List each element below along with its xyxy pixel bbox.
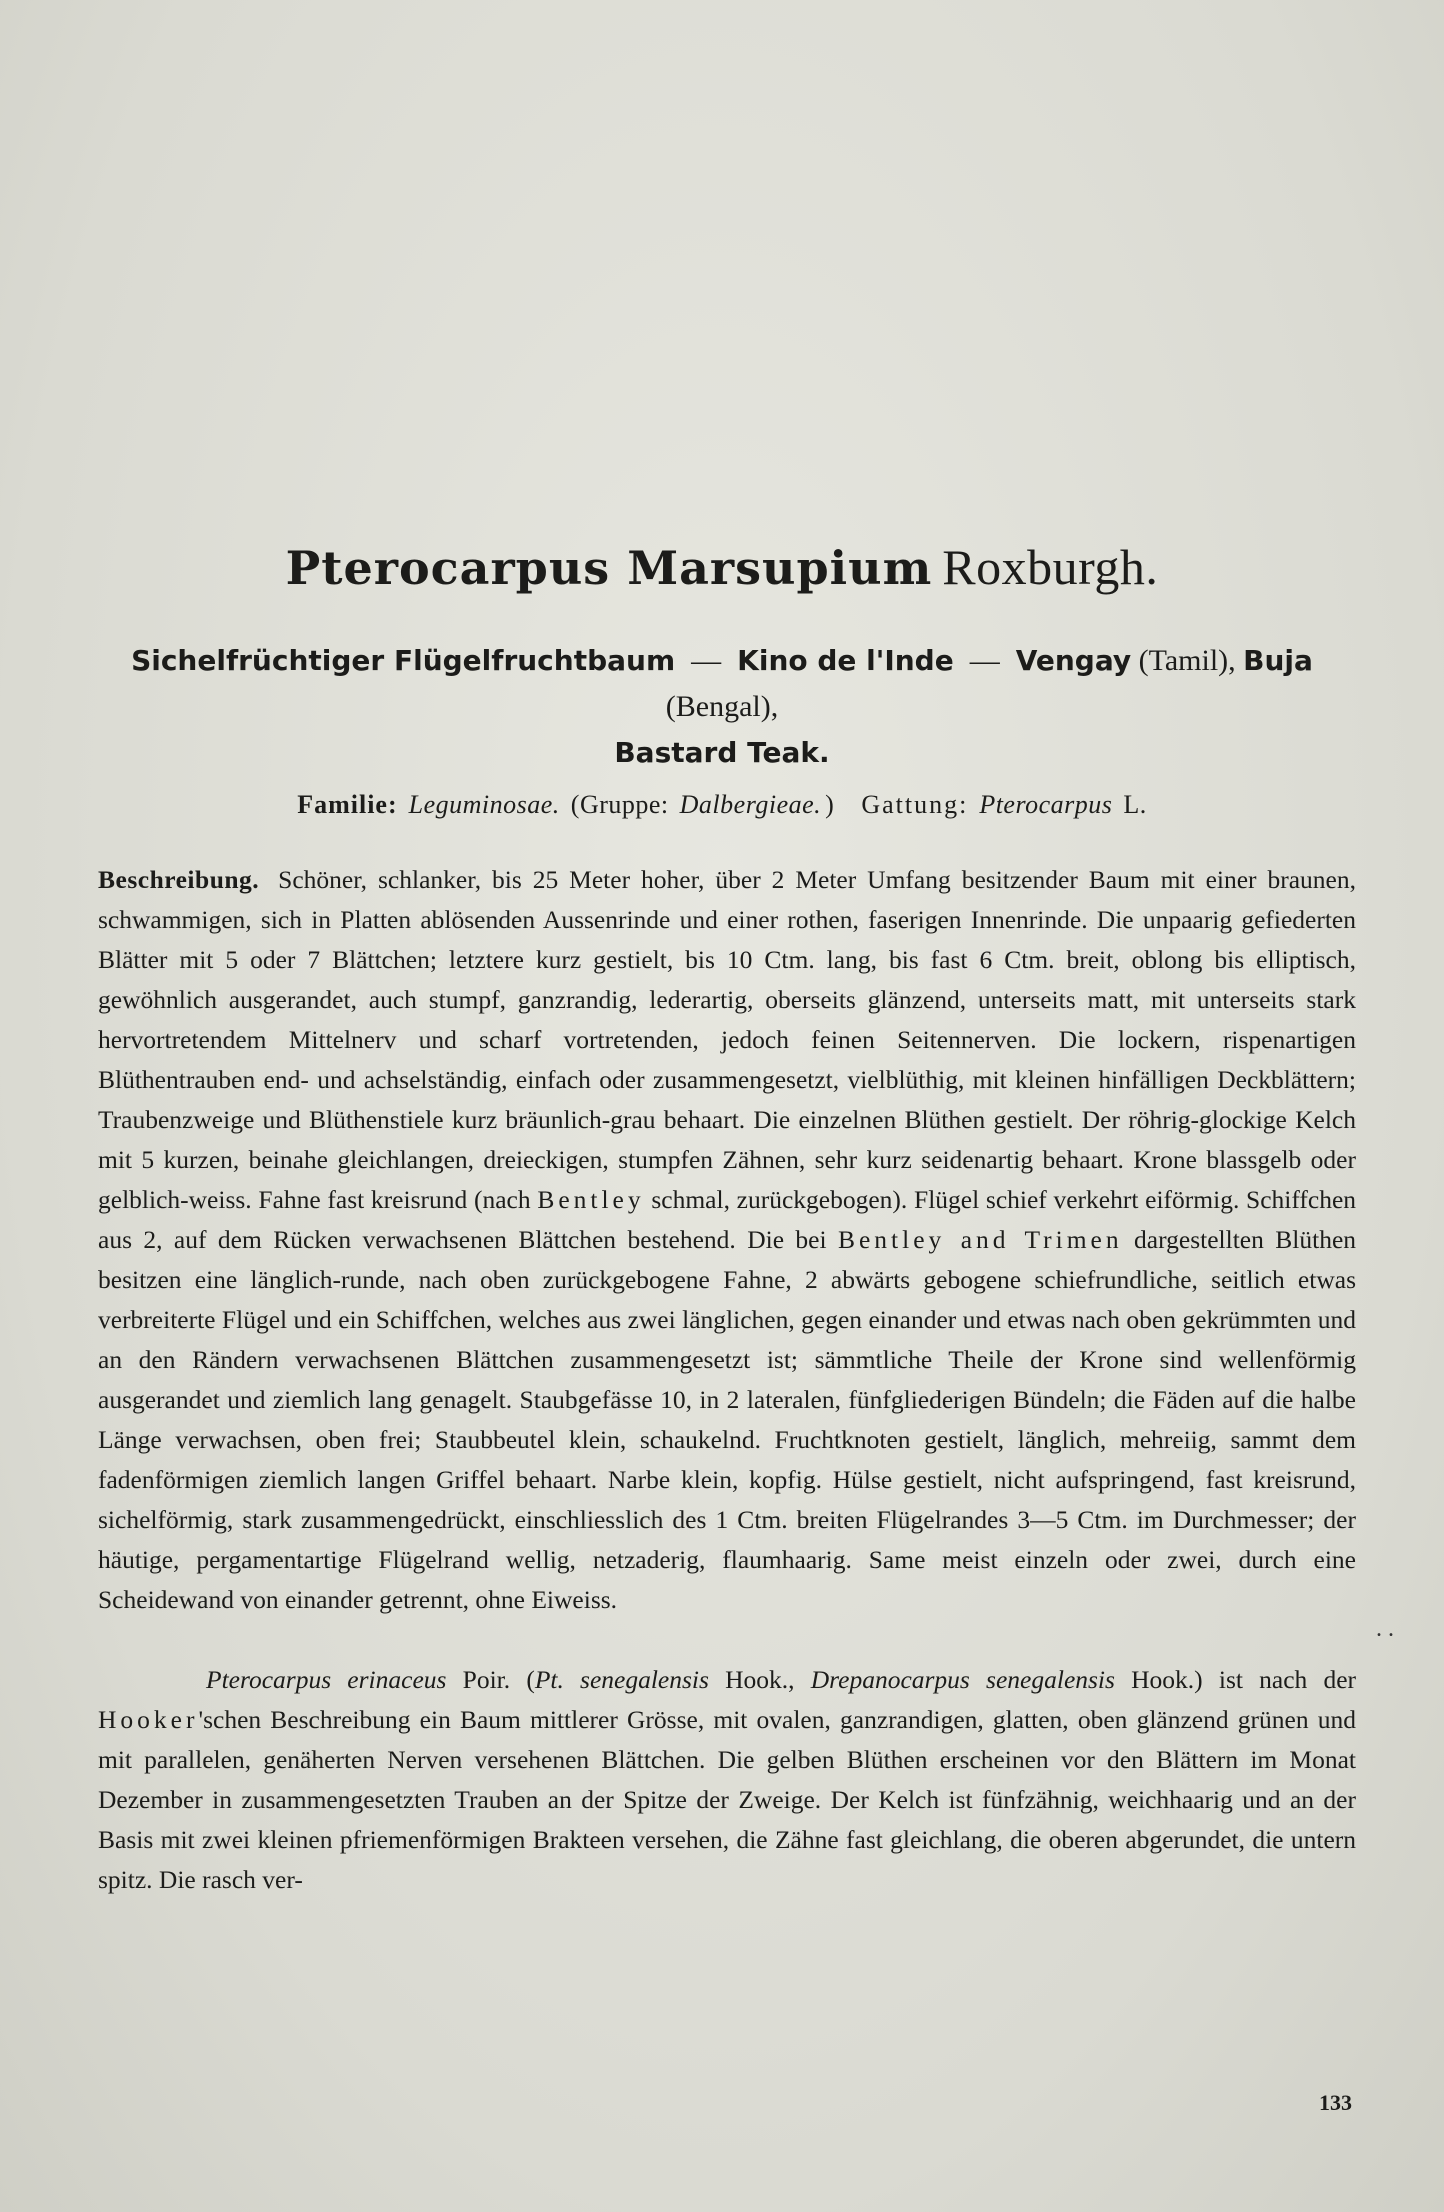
species-author: Roxburgh. xyxy=(942,539,1159,595)
gruppe-value: Dalbergieae. xyxy=(679,790,822,819)
language-note: (Tamil), xyxy=(1138,644,1236,677)
familie-label: Familie: xyxy=(297,790,398,819)
separator-dash: — xyxy=(969,644,1000,677)
taxonomy-line xyxy=(96,790,1348,820)
language-note: (Bengal), xyxy=(665,690,779,723)
paragraph-text: 'schen Beschreibung ein Baum mittlerer Grösse, mit ovalen, ganzrandigen, glatten, oben glänzend grünen und mit parallelen, genäherten Nerven versehenen Blättchen. Die gelben Blüthen erscheinen vor den Blättern im Monat Dezember in zusammengesetzten Trauben an der Spitze der Zweige. Der Kelch ist fünfzähnig, weichhaarig und an der Basis mit zwei kleinen pfriemenförmigen Brakteen versehen, die Zähne fast gleichlang, die oberen abgerundet, die untern spitz. Die rasch ver- xyxy=(98,1705,1356,1894)
description-text: schmal, zurückgebogen). Flügel schief verkehrt eiförmig. Schiffchen aus 2, auf dem Rücken verwachsenen Blättchen bestehend. Die bei xyxy=(98,1185,1357,1254)
gattung-value: Pterocarpus xyxy=(979,790,1113,819)
paren-open: ( xyxy=(526,1665,535,1694)
main-text xyxy=(98,860,1356,1940)
beschreibung-label: Beschreibung. xyxy=(98,865,260,894)
author-reference: Hooker xyxy=(98,1705,199,1734)
gattung-author: L. xyxy=(1123,790,1147,819)
common-name-1: Sichelfrüchtiger Flügelfruchtbaum xyxy=(131,644,676,677)
common-name-3: Vengay xyxy=(1015,644,1132,677)
margin-specks: . . xyxy=(1376,1616,1394,1642)
species-author: Poir. xyxy=(462,1665,511,1694)
gruppe-open: (Gruppe: xyxy=(570,790,669,819)
gattung-label: Gattung: xyxy=(861,790,969,819)
separator-dash: — xyxy=(691,644,722,677)
common-names xyxy=(96,638,1348,776)
author-reference: Bentley and Trimen xyxy=(837,1225,1123,1254)
species-name: Pterocarpus Marsupium xyxy=(285,541,933,595)
gruppe-close: ) xyxy=(825,790,835,819)
page-title xyxy=(0,538,1444,596)
author-reference: Bentley xyxy=(537,1185,645,1214)
common-name-5: Bastard Teak. xyxy=(614,736,830,769)
familie-value: Leguminosae. xyxy=(408,790,560,819)
synonym-name: Drepanocarpus senegalensis xyxy=(810,1665,1115,1694)
page-number: 133 xyxy=(1319,2090,1352,2115)
description-text: dargestellten Blüthen besitzen eine länglich-runde, nach oben zurückgebogene Fahne, 2 abwärts gebogene schiefrundliche, seitlich etwas verbreiterte Flügel und ein Schiffchen, welches aus zwei länglichen, gegen einander und etwas nach oben gekrümmten und an den Rändern verwachsenen Blättchen zusammengesetzt ist; sämmtliche Theile der Krone sind wellenförmig ausgerandet und ziemlich lang genagelt. Staubgefässe 10, in 2 lateralen, fünfgliederigen Bündeln; die Fäden auf die halbe Länge verwachsen, oben frei; Staubbeutel klein, schaukelnd. Fruchtknoten gestielt, länglich, mehreiig, sammt dem fadenförmigen ziemlich langen Griffel behaart. Narbe klein, kopfig. Hülse gestielt, nicht aufspringend, fast kreisrund, sichelförmig, stark zusammengedrückt, einschliesslich des 1 Ctm. breiten Flügelrandes 3—5 Ctm. im Durchmesser; der häutige, pergamentartige Flügelrand wellig, netzaderig, flaumhaarig. Same meist einzeln oder zwei, durch eine Scheidewand von einander getrennt, ohne Eiweiss. xyxy=(98,1225,1357,1614)
synonym-author: Hook.) xyxy=(1131,1665,1203,1694)
erinaceus-paragraph xyxy=(98,1660,1356,1900)
synonym-name: Pt. senegalensis xyxy=(534,1665,709,1694)
description-text: Schöner, schlanker, bis 25 Meter hoher, über 2 Meter Umfang besitzender Baum mit einer braunen, schwammigen, sich in Platten ablösenden Aussenrinde und einer rothen, faserigen Innenrinde. Die unpaarig gefiederten Blätter mit 5 oder 7 Blättchen; letztere kurz gestielt, bis 10 Ctm. lang, bis fast 6 Ctm. breit, oblong bis elliptisch, gewöhnlich ausgerandet, auch stumpf, ganzrandig, lederartig, oberseits glänzend, unterseits matt, mit unterseits stark hervortretendem Mittelnerv und scharf vortretenden, jedoch feinen Seitennerven. Die lockern, rispenartigen Blüthentrauben end- und achselständig, einfach oder zusammengesetzt, vielblüthig, mit kleinen hinfälligen Deckblättern; Traubenzweige und Blüthenstiele kurz bräunlich-grau behaart. Die einzelnen Blüthen gestielt. Der röhrig-glockige Kelch mit 5 kurzen, beinahe gleichlangen, dreieckigen, stumpfen Zähnen, sehr kurz seidenartig behaart. Krone blassgelb oder gelblich-weiss. Fahne fast kreisrund (nach xyxy=(98,865,1356,1214)
species-name: Pterocarpus erinaceus xyxy=(206,1665,447,1694)
common-name-2: Kino de l'Inde xyxy=(737,644,954,677)
synonym-author: Hook., xyxy=(725,1665,795,1694)
bleed-through-text xyxy=(110,30,1350,220)
common-name-4: Buja xyxy=(1243,644,1313,677)
description-paragraph xyxy=(98,860,1356,1620)
paragraph-text: ist nach der xyxy=(1218,1665,1357,1694)
